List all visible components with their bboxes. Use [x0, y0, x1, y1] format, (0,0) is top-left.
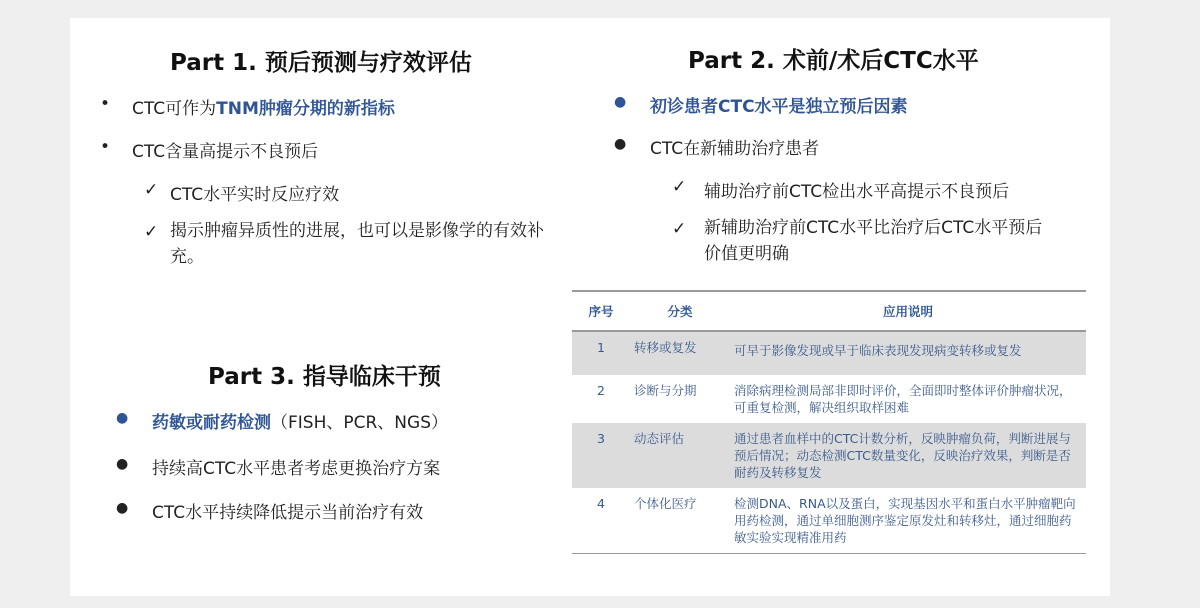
header-category: 分类 — [630, 291, 730, 331]
part2-bullet-1-text: 初诊患者CTC水平是独立预后因素 — [650, 97, 908, 117]
row-description: 检测DNA、RNA以及蛋白，实现基因水平和蛋白水平肿瘤靶向用药检测，通过单细胞测序鉴定原发灶和转移灶，通过细胞药敏实验实现精准用药 — [730, 488, 1086, 554]
bullet-dot-icon: ● — [116, 456, 129, 472]
row-category: 诊断与分期 — [630, 375, 730, 423]
bullet-dot-icon: ● — [614, 136, 627, 152]
part1-bullet-1-highlight: TNM肿瘤分期的新指标 — [216, 99, 395, 119]
row-category: 转移或复发 — [630, 331, 730, 375]
check-icon: ✓ — [672, 219, 687, 239]
part1-title: Part 1. 预后预测与疗效评估 — [170, 50, 472, 76]
row-description: 通过患者血样中的CTC计数分析，反映肿瘤负荷，判断进展与预后情况；动态检测CTC数量变化，反映治疗效果，判断是否耐药及转移复发 — [730, 423, 1086, 488]
application-table — [572, 290, 1086, 554]
row-description: 可早于影像发现或早于临床表现发现病变转移或复发 — [730, 331, 1086, 375]
part2-check-1-text: 辅助治疗前CTC检出水平高提示不良预后 — [704, 182, 1010, 202]
part1-check-2-text: 揭示肿瘤异质性的进展，也可以是影像学的有效补充。 — [170, 221, 544, 267]
table-row — [572, 331, 1086, 375]
part1-check-1-text: CTC水平实时反应疗效 — [170, 185, 340, 205]
part3-bullet-2-text: 持续高CTC水平患者考虑更换治疗方案 — [152, 459, 441, 479]
part3-title: Part 3. 指导临床干预 — [208, 364, 441, 390]
part2-check-2-text: 新辅助治疗前CTC水平比治疗后CTC水平预后价值更明确 — [704, 218, 1043, 264]
check-icon: ✓ — [144, 222, 159, 242]
table-header-row — [572, 291, 1086, 331]
bullet-dot-icon: • — [100, 94, 111, 114]
check-icon: ✓ — [144, 180, 159, 200]
table-row — [572, 423, 1086, 488]
bullet-dot-icon: ● — [614, 94, 627, 110]
header-description: 应用说明 — [730, 291, 1086, 331]
table-row — [572, 488, 1086, 554]
row-description: 消除病理检测局部非即时评价，全面即时整体评价肿瘤状况，可重复检测，解决组织取样困难 — [730, 375, 1086, 423]
row-category: 个体化医疗 — [630, 488, 730, 554]
row-no: 4 — [572, 488, 630, 554]
check-icon: ✓ — [672, 177, 687, 197]
part3-bullet-1-highlight: 药敏或耐药检测 — [152, 413, 271, 433]
part2-bullet-2-text: CTC在新辅助治疗患者 — [650, 139, 820, 159]
part1-bullet-1-text: CTC可作为 — [132, 99, 217, 119]
header-no: 序号 — [572, 291, 630, 331]
row-no: 1 — [572, 331, 630, 375]
part1-bullet-2-text: CTC含量高提示不良预后 — [132, 142, 319, 162]
bullet-dot-icon: • — [100, 137, 111, 157]
table-row — [572, 375, 1086, 423]
part2-title: Part 2. 术前/术后CTC水平 — [688, 48, 979, 74]
row-no: 2 — [572, 375, 630, 423]
part3-bullet-3-text: CTC水平持续降低提示当前治疗有效 — [152, 503, 424, 523]
bullet-dot-icon: ● — [116, 500, 129, 516]
bullet-dot-icon: ● — [116, 410, 129, 426]
slide — [70, 18, 1110, 596]
row-category: 动态评估 — [630, 423, 730, 488]
row-no: 3 — [572, 423, 630, 488]
part3-bullet-1-text: （FISH、PCR、NGS） — [271, 413, 448, 433]
